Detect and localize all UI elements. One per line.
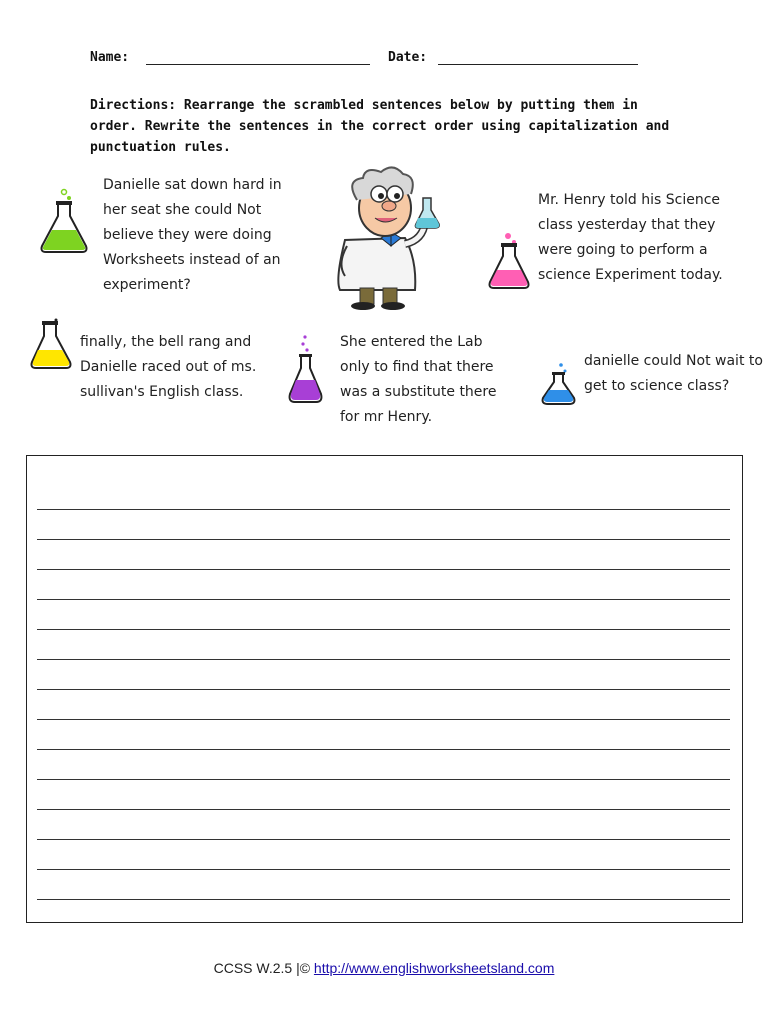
writing-line[interactable] xyxy=(37,749,730,750)
purple-flask-icon xyxy=(288,334,324,404)
name-label: Name: xyxy=(90,50,130,65)
sentence-5: danielle could Not wait to get to science class? xyxy=(584,353,763,394)
writing-line[interactable] xyxy=(37,809,730,810)
writing-line[interactable] xyxy=(37,539,730,540)
writing-line[interactable] xyxy=(37,599,730,600)
writing-line[interactable] xyxy=(37,569,730,570)
blue-flask-icon xyxy=(541,362,577,406)
footer-link[interactable]: http://www.englishworksheetsland.com xyxy=(313,960,555,976)
writing-line[interactable] xyxy=(37,779,730,780)
footer-standard: CCSS W.2.5 |© xyxy=(213,960,314,976)
writing-line[interactable] xyxy=(37,869,730,870)
date-field[interactable] xyxy=(438,50,638,65)
writing-line[interactable] xyxy=(37,659,730,660)
scientist-illustration xyxy=(305,160,455,310)
writing-line[interactable] xyxy=(37,899,730,900)
writing-line[interactable] xyxy=(37,839,730,840)
name-field[interactable] xyxy=(146,50,370,65)
sentence-2: Mr. Henry told his Science class yesterday that they were going to perform a science Experiment today. xyxy=(538,192,723,283)
directions-text: Directions: Rearrange the scrambled sentences below by putting them in order. Rewrite the sentences in the correct order using capitalization and punctuation rules. xyxy=(90,98,670,155)
writing-line[interactable] xyxy=(37,629,730,630)
writing-line[interactable] xyxy=(37,509,730,510)
writing-line[interactable] xyxy=(37,689,730,690)
sentence-4: She entered the Lab only to find that there was a substitute there for mr Henry. xyxy=(340,334,497,425)
footer xyxy=(0,960,768,976)
sentence-3: finally, the bell rang and Danielle raced out of ms. sullivan's English class. xyxy=(80,334,257,400)
writing-line[interactable] xyxy=(37,719,730,720)
pink-flask-icon xyxy=(486,232,532,290)
green-flask-icon xyxy=(38,186,90,254)
sentence-1: Danielle sat down hard in her seat she could Not believe they were doing Worksheets instead of an experiment? xyxy=(103,177,282,293)
yellow-flask-icon xyxy=(28,318,76,370)
date-label: Date: xyxy=(388,50,428,65)
writing-box[interactable] xyxy=(26,455,743,923)
